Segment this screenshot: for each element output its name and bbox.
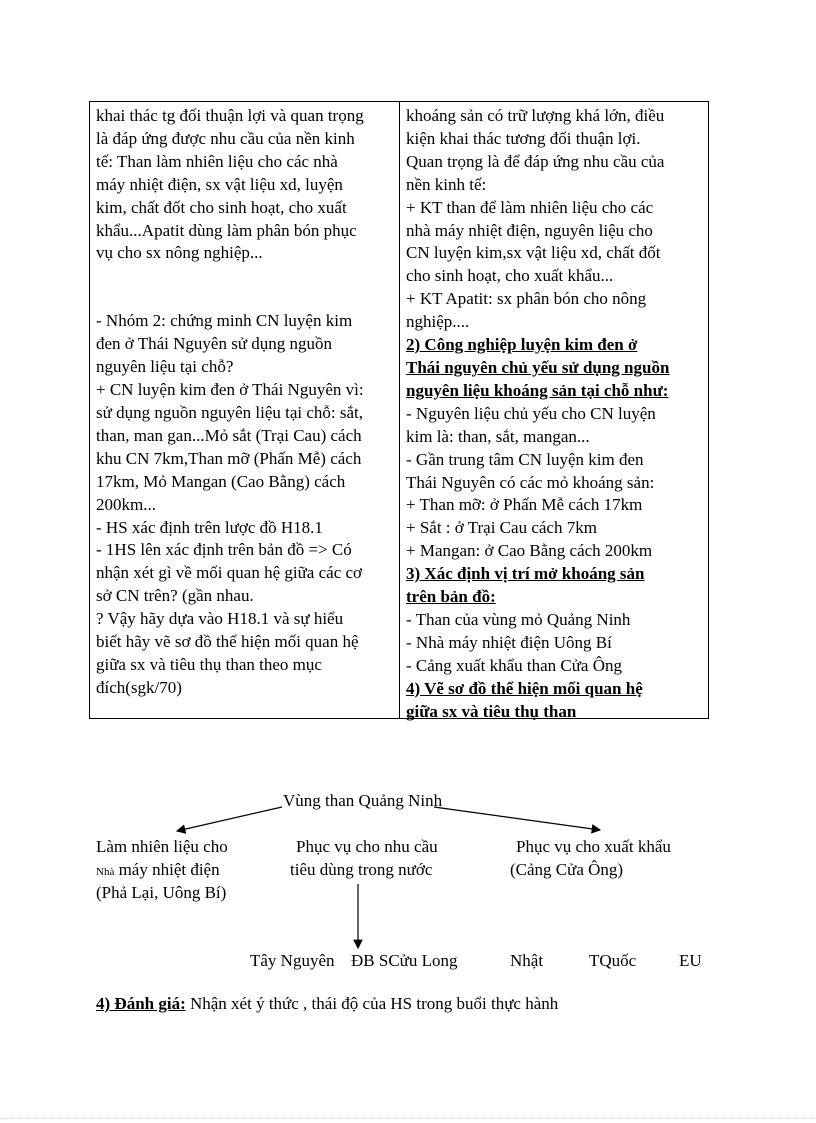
diagram-right-line2: (Cảng Cửa Ông) — [510, 860, 624, 879]
right-line: kiện khai thác tương đối thuận lợi. — [406, 128, 641, 148]
right-line: kim là: than, sắt, mangan... — [406, 426, 590, 446]
left-line: ? Vậy hãy dựa vào H18.1 và sự hiểu — [96, 609, 344, 629]
right-line: Thái Nguyên có các mỏ khoáng sản: — [406, 472, 655, 492]
right-line: + Than mỡ: ở Phấn Mễ cách 17km — [406, 495, 643, 515]
diagram-root: Vùng than Quảng Ninh — [283, 791, 443, 810]
right-line: - Nhà máy nhiệt điện Uông Bí — [406, 632, 612, 652]
right-line: Quan trọng là để đáp ứng nhu cầu của — [406, 151, 665, 171]
diagram-left-small: Nhà — [96, 866, 115, 878]
left-line: sở CN trên? (gần nhau. — [96, 586, 254, 606]
right-line: + Sắt : ở Trại Cau cách 7km — [406, 518, 597, 538]
diagram-mid-line1: Phục vụ cho nhu cầu — [296, 837, 438, 856]
right-line: - Than của vùng mỏ Quảng Ninh — [406, 609, 631, 629]
right-line: + KT Apatit: sx phân bón cho nông — [406, 289, 647, 309]
evaluation-text: Nhận xét ý thức , thái độ của HS trong buổi thực hành — [185, 994, 559, 1013]
left-line: khai thác tg đối thuận lợi và quan trọng — [96, 106, 364, 125]
section-heading: 3) Xác định vị trí mở khoáng sản — [406, 564, 645, 584]
left-line: + CN luyện kim đen ở Thái Nguyên vì: — [96, 380, 364, 400]
right-line: cho sinh hoạt, cho xuất khẩu... — [406, 266, 614, 286]
section-heading: giữa sx và tiêu thụ than — [406, 701, 577, 721]
right-line: nghiệp.... — [406, 312, 470, 332]
right-line: nền kinh tế: — [406, 174, 487, 194]
section-heading: trên bản đồ: — [406, 587, 496, 607]
section-heading: 4) Vẽ sơ đồ thể hiện mối quan hệ — [406, 678, 643, 698]
right-line: - Gần trung tâm CN luyện kim đen — [406, 449, 644, 469]
left-line: khu CN 7km,Than mỡ (Phấn Mễ) cách — [96, 448, 362, 468]
right-line: nhà máy nhiệt điện, nguyên liệu cho — [406, 220, 653, 240]
evaluation — [96, 994, 558, 1014]
diagram-mid-line2: tiêu dùng trong nước — [290, 860, 433, 879]
left-line: đích(sgk/70) — [96, 677, 182, 697]
destination-eu: EU — [679, 951, 702, 970]
destination-japan: Nhật — [510, 951, 544, 970]
right-line: CN luyện kim,sx vật liệu xd, chất đốt — [406, 243, 661, 263]
left-line: máy nhiệt điện, sx vật liệu xd, luyện — [96, 174, 343, 194]
left-line: 200km... — [96, 494, 156, 514]
left-line: giữa sx và tiêu thụ than theo mục — [96, 654, 322, 674]
right-line: + KT than để làm nhiên liệu cho các — [406, 197, 654, 217]
left-line: - 1HS lên xác định trên bản đồ => Có — [96, 540, 352, 560]
left-line: sử dụng nguồn nguyên liệu tại chỗ: sắt, — [96, 402, 364, 422]
right-line: + Mangan: ở Cao Bằng cách 200km — [406, 541, 653, 561]
left-line: tế: Than làm nhiên liệu cho các nhà — [96, 151, 338, 171]
section-heading: nguyên liệu khoáng sản tại chỗ như: — [406, 380, 669, 400]
left-line: than, man gan...Mỏ sắt (Trại Cau) cách — [96, 425, 362, 445]
left-line: đen ở Thái Nguyên sử dụng nguồn — [96, 334, 333, 354]
destination-dbscl: ĐB SCửu Long — [351, 951, 458, 970]
arrow-to-export — [434, 807, 600, 830]
diagram-left-line1: Làm nhiên liệu cho — [96, 837, 228, 856]
destination-tay-nguyen: Tây Nguyên — [250, 951, 335, 970]
section-heading: 2) Công nghiệp luyện kim đen ở — [406, 335, 638, 355]
right-line: khoáng sản có trữ lượng khá lớn, điều — [406, 106, 665, 125]
arrow-to-power-plant — [177, 807, 282, 831]
left-line: nhận xét gì về mối quan hệ giữa các cơ — [96, 563, 363, 583]
page-footer-divider — [0, 1118, 816, 1119]
left-line: kim, chất đốt cho sinh hoạt, cho xuất — [96, 197, 347, 217]
left-line: là đáp ứng được nhu cầu của nền kinh — [96, 128, 355, 148]
left-line: - Nhóm 2: chứng minh CN luyện kim — [96, 311, 353, 331]
diagram-left-line2 — [96, 859, 220, 884]
left-line: 17km, Mỏ Mangan (Cao Bằng) cách — [96, 471, 346, 491]
diagram-left-line3: (Phả Lại, Uông Bí) — [96, 883, 227, 902]
destination-china: TQuốc — [589, 951, 637, 970]
right-line: - Nguyên liệu chủ yếu cho CN luyện — [406, 403, 656, 423]
left-line: - HS xác định trên lược đồ H18.1 — [96, 517, 323, 537]
left-line: khẩu...Apatit dùng làm phân bón phục — [96, 220, 357, 240]
left-line: nguyên liệu tại chỗ? — [96, 357, 234, 377]
left-line: vụ cho sx nông nghiệp... — [96, 243, 263, 263]
diagram-left-rest: máy nhiệt điện — [114, 860, 220, 879]
right-line: - Cảng xuất khẩu than Cửa Ông — [406, 655, 623, 675]
left-line: biết hãy vẽ sơ đồ thể hiện mối quan hệ — [96, 632, 359, 652]
diagram-right-line1: Phục vụ cho xuất khẩu — [516, 837, 671, 856]
section-heading: Thái nguyên chủ yếu sử dụng nguồn — [406, 357, 670, 377]
evaluation-label: 4) Đánh giá: — [96, 994, 186, 1013]
